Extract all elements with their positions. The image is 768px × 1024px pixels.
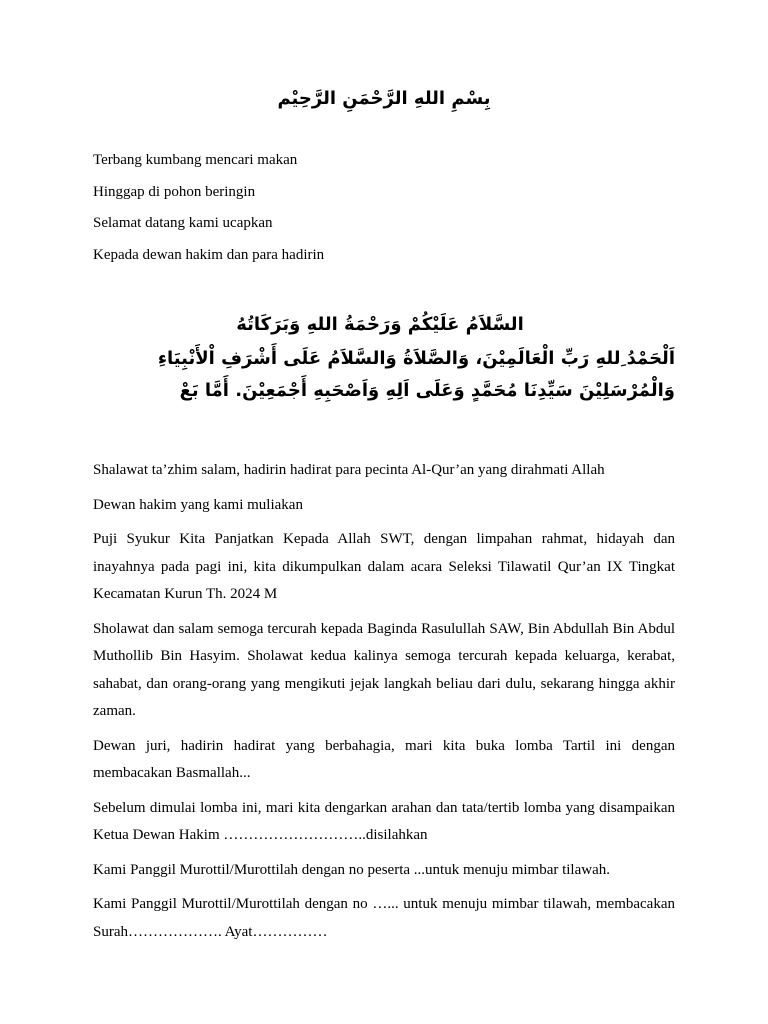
pantun-line-2: Hinggap di pohon beringin bbox=[93, 183, 256, 200]
paragraph-sholawat: Sholawat dan salam semoga tercurah kepada Baginda Rasulullah SAW, Bin Abdullah Bin Abdul Muthollib Bin Hasyim. Sholawat kedua kalinya semoga tercurah kepada keluarga, kerabat, sahabat, dan orang-orang yang mengikuti jejak langkah beliau dari dulu, sekarang hingga akhir zaman. bbox=[93, 620, 675, 719]
arabic-hamdalah-line-1: اَلْحَمْدُ ِللهِ رَبِّ الْعَالَمِيْنَ، وَالصَّلاَةُ وَالسَّلاَمُ عَلَى أَشْرَفِ اْلأَنْبِيَاءِ bbox=[157, 348, 675, 369]
paragraph-arahan: Sebelum dimulai lomba ini, mari kita dengarkan arahan dan tata/tertib lomba yang disampaikan Ketua Dewan Hakim ………………………..disilahkan bbox=[93, 799, 675, 843]
pantun-line-4: Kepada dewan hakim dan para hadirin bbox=[93, 246, 325, 263]
opening-pantun bbox=[93, 150, 683, 276]
paragraph-dewan-hakim: Dewan hakim yang kami muliakan bbox=[93, 496, 303, 513]
speech-body bbox=[93, 457, 675, 953]
pantun-line-1: Terbang kumbang mencari makan bbox=[93, 152, 298, 168]
arabic-salam: السَّلاَمُ عَلَيْكُمْ وَرَحْمَةُ اللهِ وَبَرَكَاتُهُ bbox=[236, 314, 524, 335]
paragraph-puji-syukur: Puji Syukur Kita Panjatkan Kepada Allah SWT, dengan limpahan rahmat, hidayah dan inayahnya pada pagi ini, kita dikumpulkan dalam acara Seleksi Tilawatil Qur’an IX Tingkat Kecamatan Kurun Th. 2024 M bbox=[93, 531, 675, 602]
paragraph-basmallah: Dewan juri, hadirin hadirat yang berbahagia, mari kita buka lomba Tartil ini dengan membacakan Basmallah... bbox=[93, 737, 675, 781]
pantun-line-3: Selamat datang kami ucapkan bbox=[93, 215, 273, 231]
paragraph-greeting: Shalawat ta’zhim salam, hadirin hadirat para pecinta Al-Qur’an yang dirahmati Allah bbox=[93, 462, 605, 478]
arabic-hamdalah-line-2: وَالْمُرْسَلِيْنَ سَيِّدِنَا مُحَمَّدٍ وَعَلَى اَلِهِ وَاَصْحَبِهِ أَجْمَعِيْنَ. أَمَّا بَعْ bbox=[179, 380, 675, 401]
paragraph-panggil-surah: Kami Panggil Murottil/Murottilah dengan no …... untuk menuju mimbar tilawah, membacakan Surah………………. Ayat…………… bbox=[93, 896, 675, 940]
paragraph-panggil-peserta: Kami Panggil Murottil/Murottilah dengan no peserta ...untuk menuju mimbar tilawah. bbox=[93, 861, 610, 878]
basmalah-heading: بِسْمِ اللهِ الرَّحْمَنِ الرَّحِيْم bbox=[277, 88, 491, 109]
